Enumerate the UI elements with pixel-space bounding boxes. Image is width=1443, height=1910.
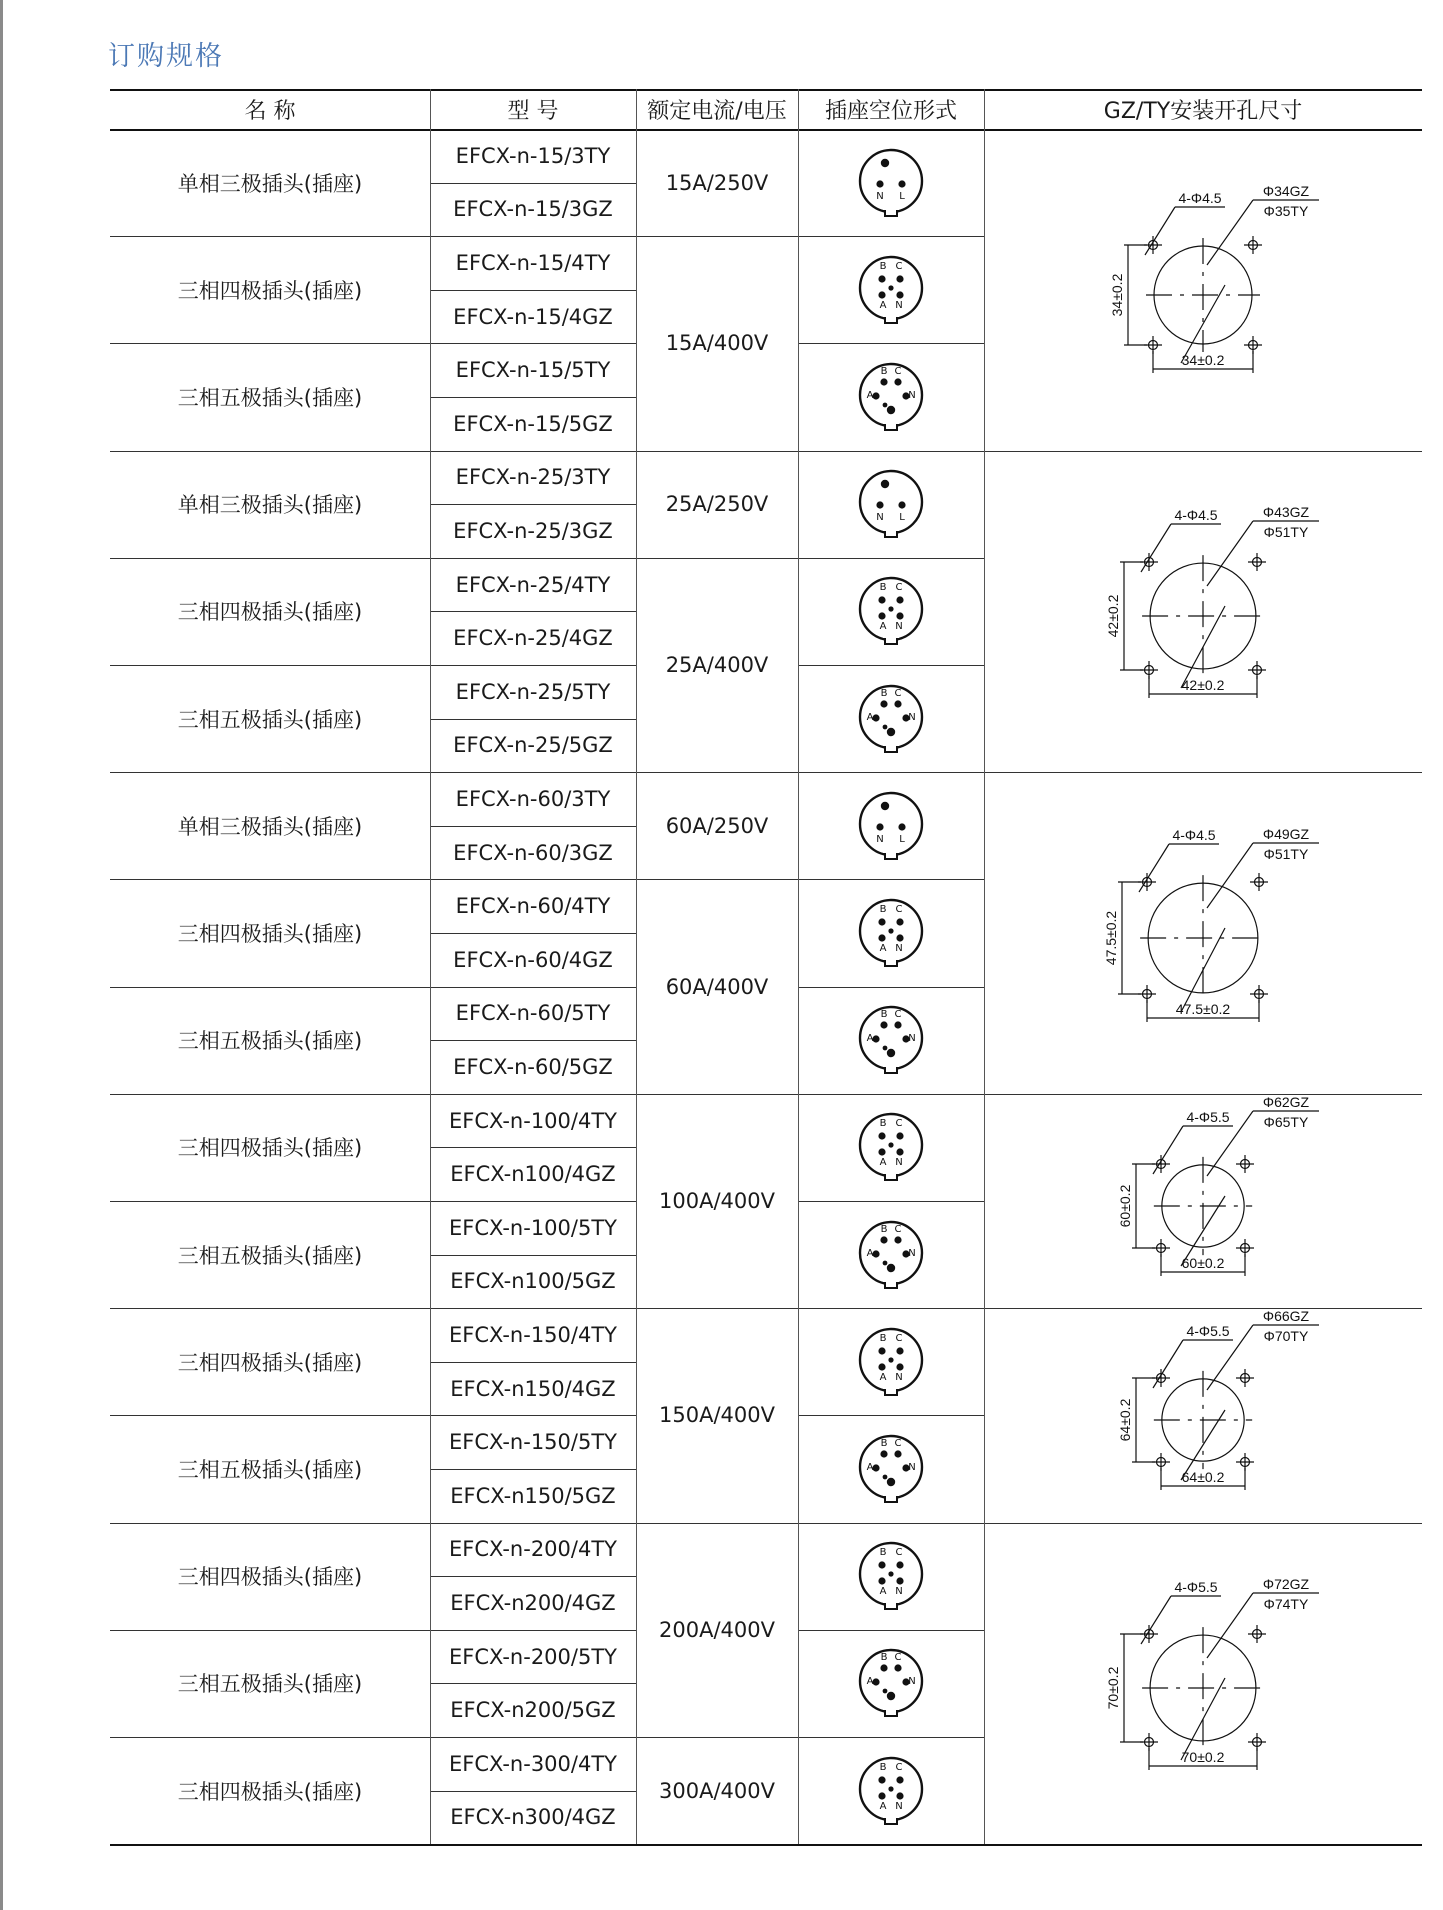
diameter-gz-label: Φ49GZ: [1262, 825, 1310, 842]
socket-pin-icon: [849, 1213, 933, 1297]
pin-letter: A: [866, 1461, 874, 1473]
model-number: EFCX-n-60/3GZ: [453, 840, 613, 865]
pin-layout-cell: [798, 129, 984, 236]
model-number: EFCX-n-60/5GZ: [453, 1054, 613, 1079]
product-name: 三相四极插头(插座): [177, 1136, 363, 1161]
pin-letter: C: [895, 1761, 903, 1773]
product-name: 三相四极插头(插座): [177, 921, 363, 946]
model-number: EFCX-n-15/5TY: [455, 358, 611, 383]
product-name: 单相三极插头(插座): [177, 814, 363, 839]
model-number: EFCX-n-15/3TY: [455, 143, 611, 168]
pin-letter: N: [908, 1247, 916, 1259]
cutout-drawing: [1053, 1081, 1353, 1321]
diameter-ty-label: Φ51TY: [1263, 524, 1309, 541]
pin-letter: N: [895, 1157, 903, 1169]
socket-pin-icon: [849, 1534, 933, 1618]
table-top-rule: [110, 89, 1422, 91]
socket-pin-icon: [849, 1641, 933, 1725]
model-number: EFCX-n-60/4TY: [455, 894, 611, 919]
leader-line: [1207, 1593, 1253, 1658]
dimension-height-label: 34±0.2: [1109, 273, 1125, 317]
pin-letter: N: [895, 1586, 903, 1598]
model-number: EFCX-n-100/4TY: [449, 1108, 617, 1133]
diameter-gz-label: Φ62GZ: [1262, 1094, 1310, 1110]
pin-layout-cell: [798, 1523, 984, 1630]
socket-pin-icon: [849, 355, 933, 439]
pin-letter: A: [866, 1033, 874, 1045]
header-pin-layout: 插座空位形式: [824, 98, 957, 124]
rated-current-voltage: 25A/400V: [665, 652, 769, 677]
pin-letter: C: [894, 1223, 902, 1235]
socket-pin-icon: [849, 998, 933, 1082]
pin-layout-cell: [798, 772, 984, 879]
pin-letter: A: [866, 389, 874, 401]
pin-letter: C: [894, 365, 902, 377]
socket-pin-icon: [849, 1427, 933, 1511]
socket-pin-icon: [849, 462, 933, 546]
product-name: 单相三极插头(插座): [177, 171, 363, 196]
rated-current-voltage: 60A/250V: [665, 813, 769, 838]
section-title: 订购规格: [108, 41, 224, 72]
pin-letter: B: [879, 903, 887, 915]
model-number: EFCX-n-25/3TY: [455, 465, 611, 490]
product-name: 三相四极插头(插座): [177, 1779, 363, 1804]
pin-layout-cell: [798, 1094, 984, 1201]
pin-letter: N: [908, 711, 916, 723]
socket-pin-icon: [849, 891, 933, 975]
pin-letter: B: [880, 1437, 888, 1449]
pin-layout-cell: [798, 1308, 984, 1415]
model-number: EFCX-n200/5GZ: [450, 1698, 616, 1723]
pin-letter: C: [895, 582, 903, 594]
pin-letter: A: [866, 711, 874, 723]
pin-letter: N: [876, 190, 884, 202]
pin-layout-cell: [798, 665, 984, 772]
pin-letter: A: [879, 942, 887, 954]
model-number: EFCX-n-60/4GZ: [453, 947, 613, 972]
product-name: 三相五极插头(插座): [177, 707, 363, 732]
pin-letter: N: [908, 1676, 916, 1688]
pin-letter: C: [895, 903, 903, 915]
pin-letter: B: [879, 1761, 887, 1773]
diameter-ty-label: Φ65TY: [1263, 1114, 1309, 1130]
pin-letter: B: [880, 687, 888, 699]
product-name: 三相五极插头(插座): [177, 1243, 363, 1268]
pin-layout-cell: [798, 451, 984, 558]
dimension-height-label: 47.5±0.2: [1103, 910, 1119, 966]
model-number: EFCX-n-150/4TY: [449, 1322, 617, 1347]
diameter-ty-label: Φ70TY: [1263, 1328, 1309, 1345]
leader-line: [1207, 200, 1253, 265]
product-name: 三相四极插头(插座): [177, 600, 363, 625]
hole-callout-label: 4-Φ5.5: [1174, 1579, 1218, 1596]
pin-letter: C: [894, 1437, 902, 1449]
pin-layout-cell: [798, 1630, 984, 1737]
cutout-cell: [984, 451, 1422, 773]
dimension-height-label: 42±0.2: [1105, 595, 1121, 638]
pin-layout-cell: [798, 1201, 984, 1308]
pin-letter: N: [895, 1800, 903, 1812]
pin-layout-cell: [798, 987, 984, 1094]
leader-line: [1207, 521, 1253, 586]
product-name: 三相四极插头(插座): [177, 1565, 363, 1590]
model-number: EFCX-n-150/5TY: [449, 1430, 617, 1455]
hole-callout-label: 4-Φ4.5: [1174, 507, 1218, 524]
pin-letter: L: [899, 512, 905, 524]
product-name: 三相五极插头(插座): [177, 385, 363, 410]
pin-letter: C: [895, 1332, 903, 1344]
pin-letter: N: [876, 512, 884, 524]
model-number: EFCX-n150/5GZ: [450, 1483, 616, 1508]
pin-letter: N: [908, 1461, 916, 1473]
pin-letter: C: [894, 1652, 902, 1664]
model-number: EFCX-n-300/4TY: [449, 1751, 617, 1776]
pin-letter: A: [879, 1800, 887, 1812]
product-name: 三相五极插头(插座): [177, 1457, 363, 1482]
pin-letter: B: [880, 1223, 888, 1235]
pin-letter: L: [899, 833, 905, 845]
pin-letter: N: [895, 942, 903, 954]
header-cutout: GZ/TY安装开孔尺寸: [1103, 98, 1303, 124]
pin-letter: N: [908, 1033, 916, 1045]
pin-letter: N: [876, 833, 884, 845]
diameter-gz-label: Φ72GZ: [1262, 1576, 1310, 1593]
leader-line: [1141, 1596, 1171, 1644]
product-name: 三相五极插头(插座): [177, 1029, 363, 1054]
rated-current-voltage: 300A/400V: [659, 1778, 775, 1803]
pin-letter: B: [879, 1118, 887, 1130]
diameter-ty-label: Φ74TY: [1263, 1596, 1309, 1613]
model-number: EFCX-n-200/5TY: [449, 1644, 617, 1669]
model-number: EFCX-n-25/3GZ: [453, 518, 613, 543]
cutout-cell: [984, 1523, 1422, 1845]
pin-letter: N: [895, 621, 903, 633]
cutout-cell: [984, 129, 1422, 451]
hole-callout-label: 4-Φ4.5: [1172, 826, 1216, 843]
spec-table: [110, 89, 1422, 1847]
pin-letter: N: [895, 1371, 903, 1383]
socket-pin-icon: [849, 677, 933, 761]
rated-current-voltage: 25A/250V: [665, 492, 769, 517]
product-name: 三相四极插头(插座): [177, 1350, 363, 1375]
socket-pin-icon: [849, 1105, 933, 1189]
leader-line: [1153, 1126, 1183, 1174]
leader-line: [1153, 1340, 1183, 1388]
header-model: 型 号: [507, 98, 559, 124]
pin-letter: C: [894, 687, 902, 699]
socket-pin-icon: [849, 141, 933, 225]
rated-current-voltage: 100A/400V: [659, 1188, 775, 1213]
dimension-width-label: 64±0.2: [1181, 1469, 1225, 1486]
cutout-drawing: [1053, 1295, 1353, 1535]
leader-line: [1139, 844, 1169, 892]
pin-letter: A: [866, 1247, 874, 1259]
pin-letter: L: [899, 190, 905, 202]
product-name: 单相三极插头(插座): [177, 493, 363, 518]
pin-letter: A: [866, 1676, 874, 1688]
model-number: EFCX-n-25/5GZ: [453, 733, 613, 758]
socket-pin-icon: [849, 784, 933, 868]
hole-callout-label: 4-Φ5.5: [1186, 1109, 1230, 1125]
leader-line: [1207, 843, 1253, 908]
pin-layout-cell: [798, 343, 984, 450]
socket-pin-icon: [849, 1320, 933, 1404]
product-name: 三相五极插头(插座): [177, 1672, 363, 1697]
pin-letter: B: [880, 1009, 888, 1021]
pin-layout-cell: [798, 1415, 984, 1522]
pin-letter: C: [895, 1118, 903, 1130]
pin-letter: A: [879, 1157, 887, 1169]
pin-layout-cell: [798, 1737, 984, 1844]
diameter-gz-label: Φ66GZ: [1262, 1308, 1310, 1325]
hole-callout-label: 4-Φ5.5: [1186, 1323, 1230, 1340]
leader-line: [1145, 207, 1175, 255]
leader-line: [1141, 524, 1171, 572]
model-number: EFCX-n-60/5TY: [455, 1001, 611, 1026]
rated-current-voltage: 15A/400V: [665, 331, 769, 356]
pin-letter: A: [879, 1586, 887, 1598]
model-number: EFCX-n-25/4GZ: [453, 626, 613, 651]
cutout-cell: [984, 1094, 1422, 1308]
pin-letter: B: [880, 1652, 888, 1664]
socket-pin-icon: [849, 1749, 933, 1833]
dimension-width-label: 47.5±0.2: [1175, 1000, 1231, 1017]
model-number: EFCX-n-15/4TY: [455, 250, 611, 275]
dimension-height-label: 64±0.2: [1117, 1399, 1133, 1442]
cutout-cell: [984, 1308, 1422, 1522]
pin-letter: A: [879, 621, 887, 633]
model-number: EFCX-n-25/5TY: [455, 679, 611, 704]
model-number: EFCX-n200/4GZ: [450, 1590, 616, 1615]
rated-current-voltage: 15A/250V: [665, 170, 769, 195]
cutout-drawing: [1053, 813, 1353, 1053]
pin-letter: B: [879, 260, 887, 272]
pin-letter: B: [879, 1332, 887, 1344]
model-number: EFCX-n-15/3GZ: [453, 197, 613, 222]
pin-letter: B: [879, 1547, 887, 1559]
model-number: EFCX-n300/4GZ: [450, 1805, 616, 1830]
model-number: EFCX-n100/5GZ: [450, 1269, 616, 1294]
pin-layout-cell: [798, 236, 984, 343]
pin-layout-cell: [798, 558, 984, 665]
pin-letter: N: [908, 389, 916, 401]
model-number: EFCX-n100/4GZ: [450, 1162, 616, 1187]
model-number: EFCX-n-15/4GZ: [453, 304, 613, 329]
cutout-drawing: [1053, 170, 1353, 410]
header-name: 名 称: [244, 98, 296, 124]
cutout-drawing: [1053, 491, 1353, 731]
socket-pin-icon: [849, 569, 933, 653]
pin-letter: B: [879, 582, 887, 594]
model-number: EFCX-n-100/5TY: [449, 1215, 617, 1240]
cutout-cell: [984, 772, 1422, 1094]
diameter-gz-label: Φ34GZ: [1262, 182, 1310, 199]
diameter-gz-label: Φ43GZ: [1262, 504, 1310, 521]
pin-letter: C: [895, 260, 903, 272]
dimension-width-label: 34±0.2: [1181, 351, 1225, 368]
diameter-ty-label: Φ51TY: [1263, 845, 1309, 862]
cutout-drawing: [1053, 1563, 1353, 1803]
model-number: EFCX-n-25/4TY: [455, 572, 611, 597]
product-name: 三相四极插头(插座): [177, 278, 363, 303]
socket-pin-icon: [849, 248, 933, 332]
pin-letter: N: [895, 299, 903, 311]
hole-callout-label: 4-Φ4.5: [1178, 189, 1222, 206]
model-number: EFCX-n-60/3TY: [455, 786, 611, 811]
dimension-width-label: 42±0.2: [1181, 677, 1225, 694]
model-number: EFCX-n150/4GZ: [450, 1376, 616, 1401]
diameter-ty-label: Φ35TY: [1263, 202, 1309, 219]
dimension-width-label: 60±0.2: [1181, 1255, 1225, 1271]
rated-current-voltage: 200A/400V: [659, 1617, 775, 1642]
pin-letter: A: [879, 299, 887, 311]
pin-letter: A: [879, 1371, 887, 1383]
page-edge-rule: [0, 0, 3, 1910]
model-number: EFCX-n-15/5GZ: [453, 411, 613, 436]
dimension-height-label: 60±0.2: [1117, 1184, 1133, 1228]
dimension-height-label: 70±0.2: [1105, 1667, 1121, 1710]
table-bottom-rule: [110, 1844, 1422, 1846]
pin-layout-cell: [798, 879, 984, 986]
dimension-width-label: 70±0.2: [1181, 1749, 1225, 1766]
rated-current-voltage: 150A/400V: [659, 1403, 775, 1428]
pin-letter: C: [894, 1009, 902, 1021]
rated-current-voltage: 60A/400V: [665, 974, 769, 999]
pin-letter: B: [880, 365, 888, 377]
model-number: EFCX-n-200/4TY: [449, 1537, 617, 1562]
pin-letter: C: [895, 1547, 903, 1559]
header-rating: 额定电流/电压: [647, 98, 787, 124]
